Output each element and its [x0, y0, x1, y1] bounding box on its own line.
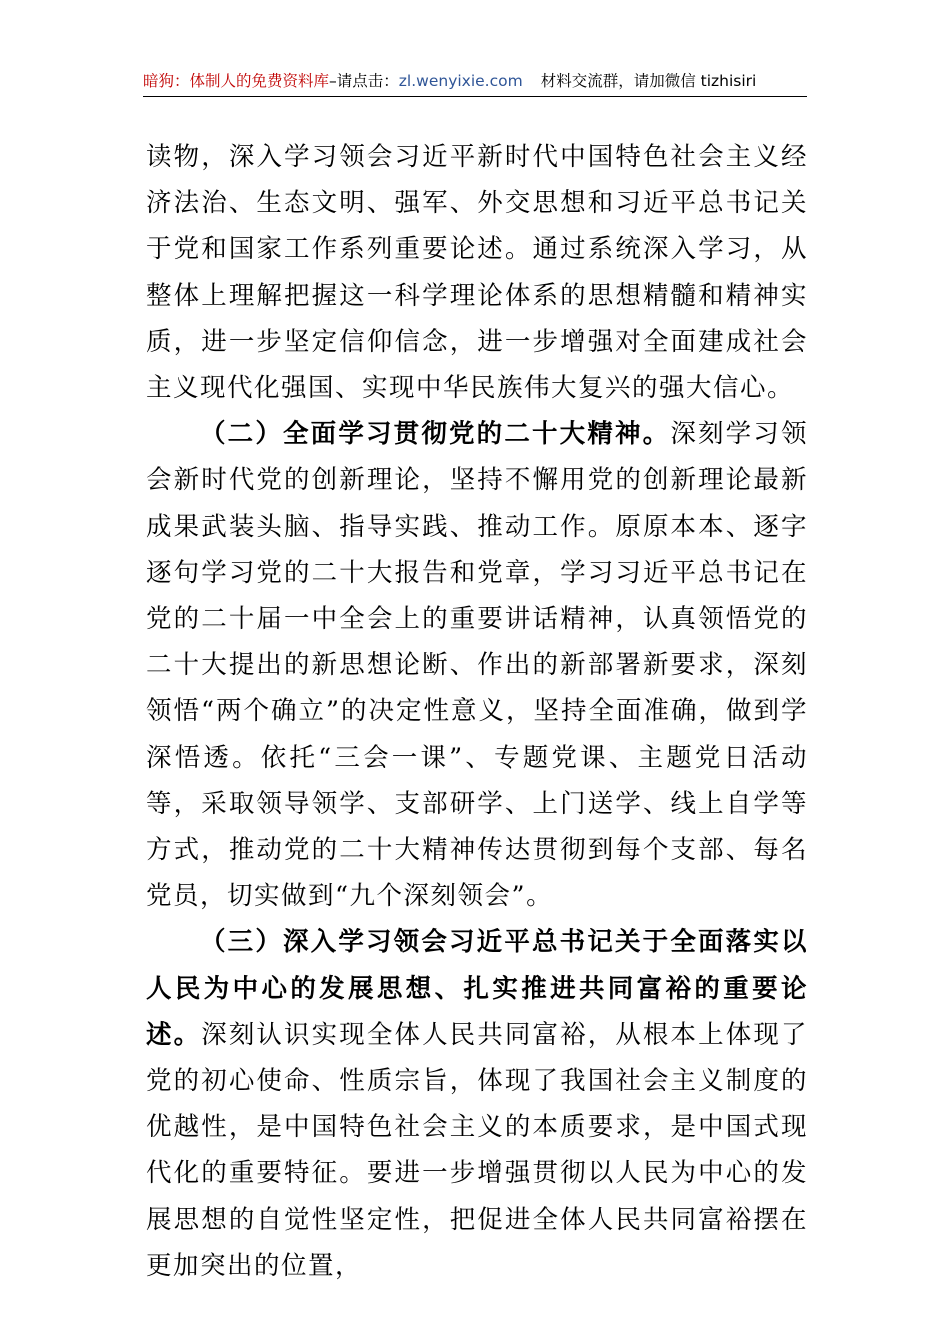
document-body [146, 134, 808, 1289]
section-3-heading: （三）深入学习领会习近平总书记关于全面落实以人民为中心的发展思想、扎实推进共同富裕的重要论述。 [146, 927, 808, 1050]
paragraph-1-body: 读物，深入学习领会习近平新时代中国特色社会主义经济法治、生态文明、强军、外交思想和习近平总书记关于党和国家工作系列重要论述。通过系统深入学习，从整体上理解把握这一科学理论体系的思想精髓和精神实质，进一步坚定信仰信念，进一步增强对全面建成社会主义现代化强国、实现中华民族伟大复兴的强大信心。 [146, 142, 808, 404]
paragraph-2-body: 深刻学习领会新时代党的创新理论，坚持不懈用党的创新理论最新成果武装头脑、指导实践、推动工作。原原本本、逐字逐句学习党的二十大报告和党章，学习习近平总书记在党的二十届一中全会上的重要讲话精神，认真领悟党的二十大提出的新思想论断、作出的新部署新要求，深刻领悟“两个确立”的决定性意义，坚持全面准确，做到学深悟透。依托“三会一课”、专题党课、主题党日活动等，采取领导领学、支部研学、上门送学、线上自学等方式，推动党的二十大精神传达贯彻到每个支部、每名党员，切实做到“九个深刻领会”。 [146, 419, 808, 912]
section-2-heading: （二）全面学习贯彻党的二十大精神。 [200, 419, 671, 450]
paragraph-1 [146, 134, 808, 411]
header-brand: 暗狗：体制人的免费资料库 [143, 72, 330, 90]
paragraph-2 [146, 411, 808, 919]
paragraph-3 [146, 919, 808, 1289]
header-group-note: 材料交流群，请加微信 tizhisiri [540, 72, 757, 90]
page-header [143, 66, 807, 97]
header-prompt: –请点击： [329, 72, 399, 90]
header-url-link[interactable]: zl.wenyixie.com [398, 72, 523, 90]
paragraph-3-body: 深刻认识实现全体人民共同富裕，从根本上体现了党的初心使命、性质宗旨，体现了我国社会主义制度的优越性，是中国特色社会主义的本质要求，是中国式现代化的重要特征。要进一步增强贯彻以人民为中心的发展思想的自觉性坚定性，把促进全体人民共同富裕摆在更加突出的位置， [146, 1019, 808, 1281]
